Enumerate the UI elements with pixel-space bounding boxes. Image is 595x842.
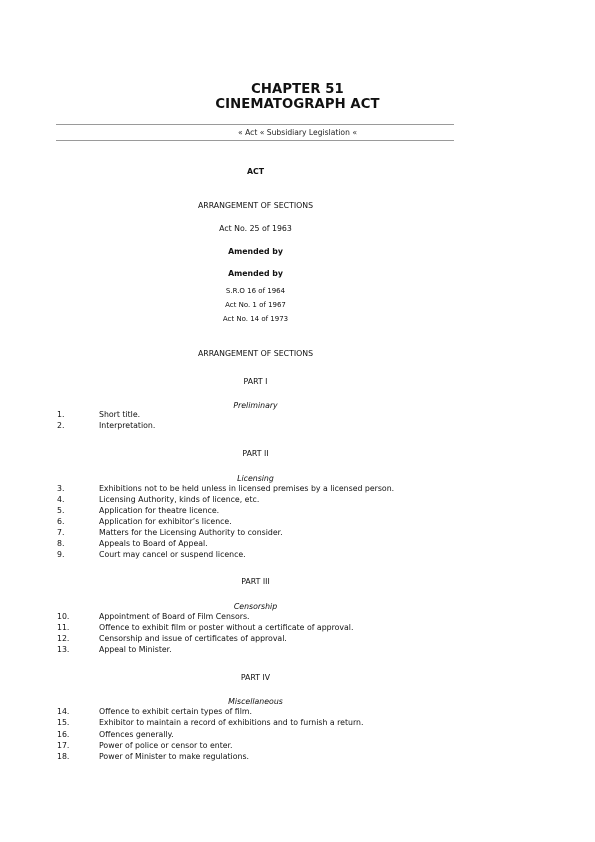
section-number: 17. bbox=[57, 741, 70, 750]
section-number: 5. bbox=[57, 506, 65, 515]
section-item bbox=[57, 634, 537, 644]
section-number: 8. bbox=[57, 539, 65, 548]
amendment-item[interactable]: Act No. 14 of 1973 bbox=[222, 315, 289, 323]
section-number: 13. bbox=[57, 645, 70, 654]
section-item bbox=[57, 550, 537, 560]
section-nav bbox=[0, 128, 595, 137]
part-label: PART II bbox=[242, 449, 269, 458]
section-item bbox=[57, 623, 537, 633]
section-link[interactable]: Power of police or censor to enter. bbox=[99, 741, 233, 750]
section-number: 4. bbox=[57, 495, 65, 504]
amended-by-label: Amended by bbox=[228, 269, 283, 278]
section-link[interactable]: Application for theatre licence. bbox=[99, 506, 220, 515]
section-link[interactable]: Short title. bbox=[99, 410, 141, 419]
arrangement-heading: ARRANGEMENT OF SECTIONS bbox=[197, 349, 314, 358]
section-link[interactable]: Interpretation. bbox=[99, 421, 156, 430]
section-link[interactable]: Offence to exhibit film or poster without a certificate of approval. bbox=[99, 623, 354, 632]
part-label: PART IV bbox=[240, 673, 271, 682]
part-label: PART I bbox=[243, 377, 268, 386]
section-number: 6. bbox=[57, 517, 65, 526]
section-item bbox=[57, 484, 537, 494]
section-item bbox=[57, 752, 537, 762]
nav-link-subsidiary-legislation[interactable]: Subsidiary Legislation bbox=[266, 128, 350, 137]
nav-prefix: « bbox=[238, 128, 246, 137]
section-item bbox=[57, 707, 537, 717]
section-item bbox=[57, 506, 537, 516]
section-item bbox=[57, 718, 537, 728]
section-item bbox=[57, 612, 537, 622]
nav-separator: « bbox=[257, 128, 267, 137]
section-item bbox=[57, 741, 537, 751]
act-heading: ACT bbox=[246, 167, 265, 176]
section-item bbox=[57, 730, 537, 740]
section-item bbox=[57, 495, 537, 505]
part-subtitle: Censorship bbox=[233, 602, 278, 611]
section-link[interactable]: Appeal to Minister. bbox=[99, 645, 172, 654]
section-link[interactable]: Offences generally. bbox=[99, 730, 174, 739]
section-number: 15. bbox=[57, 718, 70, 727]
amendment-item[interactable]: Act No. 1 of 1967 bbox=[225, 301, 286, 309]
section-number: 10. bbox=[57, 612, 70, 621]
section-item bbox=[57, 517, 537, 527]
section-link[interactable]: Licensing Authority, kinds of licence, etc. bbox=[99, 495, 260, 504]
act-title: CINEMATOGRAPH ACT bbox=[215, 97, 380, 112]
section-number: 3. bbox=[57, 484, 65, 493]
section-link[interactable]: Appointment of Board of Film Censors. bbox=[99, 612, 250, 621]
section-item bbox=[57, 410, 537, 420]
section-link[interactable]: Appeals to Board of Appeal. bbox=[99, 539, 208, 548]
section-number: 16. bbox=[57, 730, 70, 739]
act-number: Act No. 25 of 1963 bbox=[219, 224, 292, 233]
section-item bbox=[57, 421, 537, 431]
section-link[interactable]: Power of Minister to make regulations. bbox=[99, 752, 249, 761]
section-link[interactable]: Court may cancel or suspend licence. bbox=[99, 550, 246, 559]
section-link[interactable]: Exhibitor to maintain a record of exhibitions and to furnish a return. bbox=[99, 718, 364, 727]
amended-by-label: Amended by bbox=[228, 247, 283, 256]
section-number: 1. bbox=[57, 410, 65, 419]
section-number: 7. bbox=[57, 528, 65, 537]
section-link[interactable]: Application for exhibitor’s licence. bbox=[99, 517, 232, 526]
section-item bbox=[57, 645, 537, 655]
chapter-number: CHAPTER 51 bbox=[251, 82, 344, 97]
part-subtitle: Miscellaneous bbox=[228, 697, 283, 706]
top-divider bbox=[56, 124, 454, 125]
section-number: 14. bbox=[57, 707, 70, 716]
section-link[interactable]: Exhibitions not to be held unless in licensed premises by a licensed person. bbox=[99, 484, 395, 493]
section-link[interactable]: Offence to exhibit certain types of film. bbox=[99, 707, 252, 716]
section-number: 11. bbox=[57, 623, 70, 632]
section-link[interactable]: Censorship and issue of certificates of approval. bbox=[99, 634, 287, 643]
nav-link-act[interactable]: Act bbox=[245, 128, 258, 137]
arrangement-heading: ARRANGEMENT OF SECTIONS bbox=[197, 201, 314, 210]
section-item bbox=[57, 528, 537, 538]
bottom-divider bbox=[56, 140, 454, 141]
part-label: PART III bbox=[241, 577, 270, 586]
part-subtitle: Preliminary bbox=[233, 401, 278, 410]
nav-suffix: « bbox=[349, 128, 357, 137]
section-number: 18. bbox=[57, 752, 70, 761]
amendment-item[interactable]: S.R.O 16 of 1964 bbox=[225, 287, 286, 295]
section-number: 2. bbox=[57, 421, 65, 430]
section-number: 12. bbox=[57, 634, 70, 643]
section-item bbox=[57, 539, 537, 549]
section-link[interactable]: Matters for the Licensing Authority to consider. bbox=[99, 528, 283, 537]
section-number: 9. bbox=[57, 550, 65, 559]
part-subtitle: Licensing bbox=[237, 474, 274, 483]
